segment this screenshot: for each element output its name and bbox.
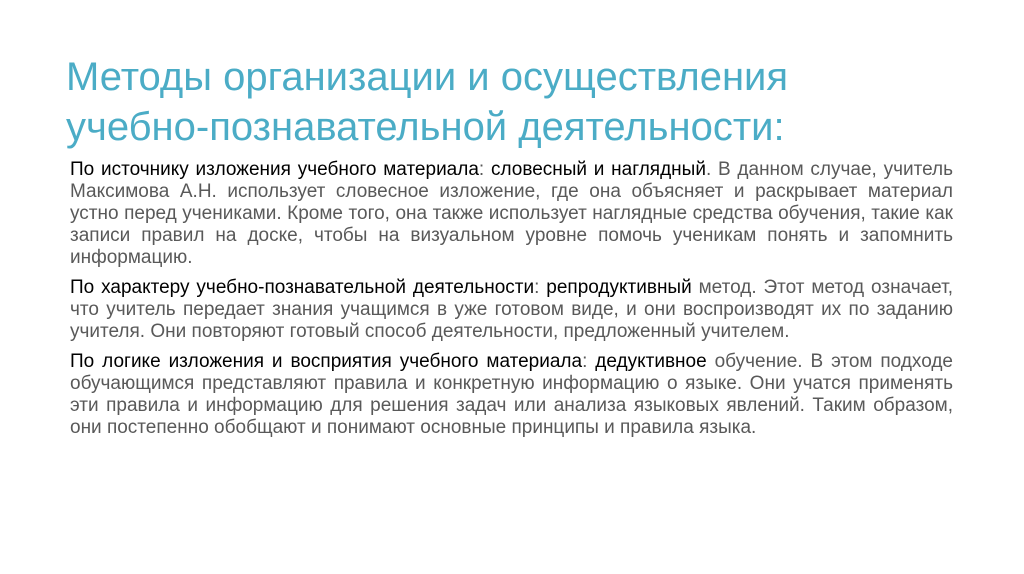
method-name: дедуктивное	[595, 351, 707, 372]
criterion-label: По характеру учебно-познавательной деятельности	[70, 277, 535, 298]
slide-body	[70, 159, 953, 447]
slide-title-line-2: учебно-познавательной деятельности:	[66, 105, 785, 149]
slide-title-line-1: Методы организации и осуществления	[66, 55, 789, 99]
method-name: словесный и наглядный	[490, 159, 706, 180]
criterion-colon: :	[478, 159, 491, 180]
criterion-colon: :	[582, 351, 596, 372]
criterion-label: По источнику изложения учебного материала	[70, 159, 479, 180]
slide-title	[66, 52, 966, 152]
paragraph-text: метод. Этот метод означает, что учитель передает знания учащимся в уже готовом виде, и они воспроизводят их по заданию учителя. Они повторяют готовый способ деятельности, предложенный учителем.	[70, 277, 953, 342]
paragraph-activity	[70, 277, 953, 343]
paragraph-text: обучение. В этом подходе обучающимся представляют правила и конкретную информацию о языке. Они учатся применять эти правила и информацию для решения задач или анализа языковых явлений. Таким образом, они постепенно обобщают и понимают основные принципы и правила языка.	[70, 351, 953, 438]
criterion-label: По логике изложения и восприятия учебного материала	[70, 351, 583, 372]
method-name: репродуктивный	[546, 277, 692, 298]
paragraph-text: . В данном случае, учитель Максимова А.Н. использует словесное изложение, где она объясняет и раскрывает материал устно перед учениками. Кроме того, она также использует наглядные средства обучения, такие как записи правил на доске, чтобы на визуальном уровне помочь ученикам понять и запомнить информацию.	[70, 159, 954, 268]
paragraph-logic	[70, 351, 953, 439]
paragraph-source	[70, 159, 953, 269]
criterion-colon: :	[534, 277, 547, 298]
